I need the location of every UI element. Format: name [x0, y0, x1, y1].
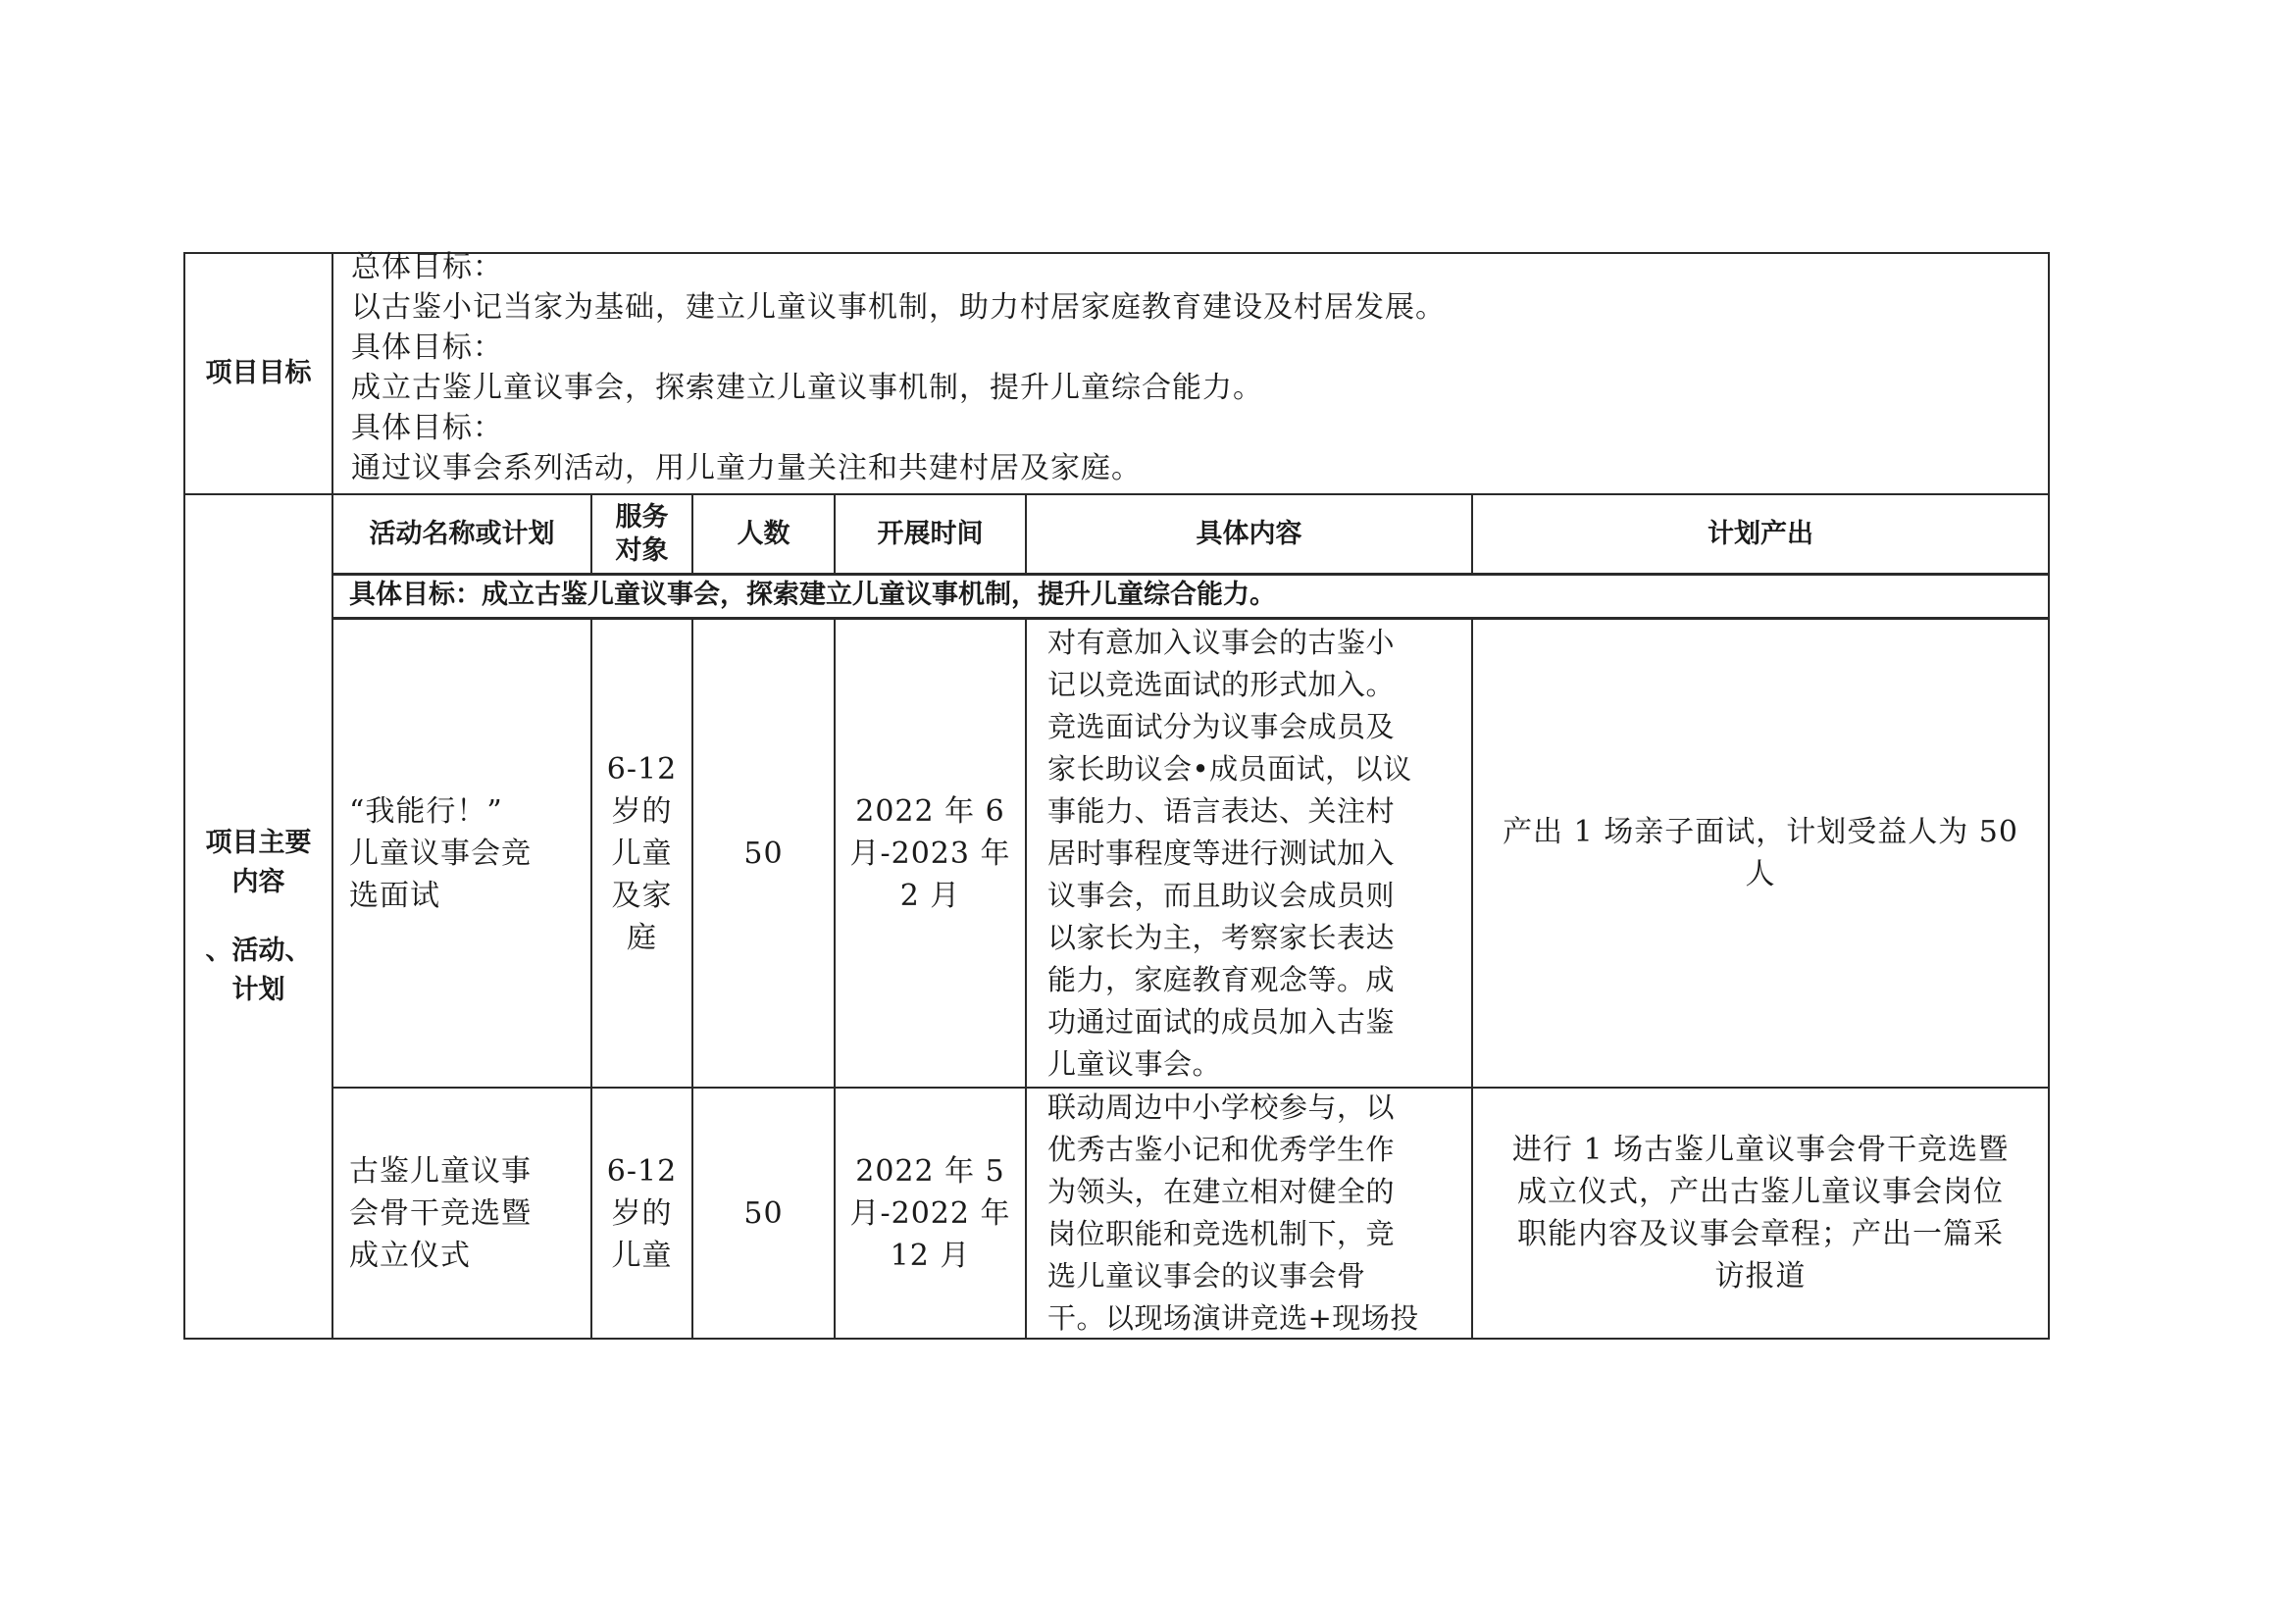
- row1-count: [693, 620, 834, 1087]
- row2-detail-line: 岗位职能和竞选机制下，竞: [1047, 1217, 1396, 1250]
- header-target: [592, 495, 691, 573]
- row1-count-text: 50: [743, 836, 784, 871]
- row2-count: [693, 1089, 834, 1338]
- row2-name: [349, 1089, 590, 1338]
- row2-target-line: 岁的: [611, 1195, 673, 1231]
- row1-detail-line: 能力，家庭教育观念等。成: [1047, 962, 1396, 996]
- goal-line: 具体目标：: [351, 411, 503, 445]
- header-detail: [1027, 495, 1471, 573]
- row2-output-line: 进行 1 场古鉴儿童议事会骨干竞选暨: [1511, 1133, 2010, 1167]
- row2-detail-line: 选儿童议事会的议事会骨: [1047, 1259, 1366, 1293]
- row1-detail-line: 议事会，而且助议会成员则: [1047, 878, 1396, 912]
- row1-detail-line: 竞选面试分为议事会成员及: [1047, 709, 1396, 743]
- header-name-text: 活动名称或计划: [369, 518, 555, 549]
- label-divider: [331, 252, 333, 1340]
- goal-line: 以古鉴小记当家为基础，建立儿童议事机制，助力村居家庭教育建设及村居发展。: [351, 290, 1446, 325]
- row1-detail-line: 儿童议事会。: [1047, 1046, 1222, 1081]
- row2-target-line: 儿童: [611, 1238, 673, 1273]
- row1-detail-line: 功通过面试的成员加入古鉴: [1047, 1004, 1396, 1039]
- row2-detail-line: 干。以现场演讲竞选+现场投: [1047, 1301, 1419, 1335]
- content-label-line: 项目主要: [205, 828, 312, 858]
- goal-label-text: 项目目标: [205, 358, 312, 388]
- goal-label: [185, 254, 331, 493]
- row2-name-line: 古鉴儿童议事: [349, 1153, 532, 1189]
- row1-target-line: 6-12: [606, 751, 678, 787]
- row1-time-line: 2022 年 6: [855, 793, 1005, 829]
- row1-name-line: 儿童议事会竞: [349, 836, 532, 871]
- row2-output: [1473, 1089, 2048, 1338]
- row2-detail-line: 优秀古鉴小记和优秀学生作: [1047, 1133, 1396, 1166]
- row1-detail-line: 居时事程度等进行测试加入: [1047, 836, 1396, 870]
- header-count: [693, 495, 834, 573]
- row2-name-line: 会骨干竞选暨: [349, 1195, 532, 1231]
- header-target-line: 服务: [615, 501, 669, 533]
- content-label-line: 、活动、: [205, 936, 312, 966]
- row1-target: [592, 620, 691, 1087]
- row1-output-line: 产出 1 场亲子面试，计划受益人为 50: [1503, 815, 2018, 849]
- row1-time: [836, 620, 1025, 1087]
- row1-time-line: 月-2023 年: [849, 836, 1011, 871]
- header-time: [836, 495, 1025, 573]
- row2-time-line: 月-2022 年: [849, 1195, 1011, 1231]
- row1-target-line: 儿童: [611, 836, 673, 871]
- row1-target-line: 庭: [627, 920, 657, 955]
- row2-time-line: 2022 年 5: [855, 1153, 1005, 1189]
- header-output: [1473, 495, 2048, 573]
- goal-line: 总体目标：: [351, 250, 503, 284]
- col-divider-4: [1025, 617, 1027, 1340]
- goal-line: 通过议事会系列活动，用儿童力量关注和共建村居及家庭。: [351, 451, 1142, 485]
- row1-detail-line: 记以竞选面试的形式加入。: [1047, 667, 1396, 701]
- row1-detail-line: 事能力、语言表达、关注村: [1047, 793, 1396, 828]
- row1-output-line: 人: [1745, 857, 1776, 891]
- row2-detail-line: 为领头，在建立相对健全的: [1047, 1175, 1396, 1208]
- row2-time: [836, 1089, 1025, 1338]
- goal-line: 具体目标：: [351, 330, 503, 365]
- goal-text-block: [351, 247, 2038, 488]
- row1-detail: [1047, 620, 1471, 1087]
- row2-output-line: 访报道: [1714, 1259, 1807, 1294]
- header-name: [333, 495, 590, 573]
- row1-target-line: 岁的: [611, 793, 673, 829]
- row1-detail-line: 家长助议会•成员面试，以议: [1047, 751, 1412, 786]
- row2-output-line: 职能内容及议事会章程；产出一篇采: [1516, 1217, 2004, 1251]
- content-label-line: 内容: [231, 867, 285, 897]
- content-label: [185, 824, 331, 1010]
- sub-goal-text: 具体目标：成立古鉴儿童议事会，探索建立儿童议事机制，提升儿童综合能力。: [349, 580, 1276, 610]
- row2-detail: [1047, 1087, 1471, 1338]
- row2-target-line: 6-12: [606, 1153, 678, 1189]
- row2-detail-line: 联动周边中小学校参与，以: [1047, 1091, 1396, 1124]
- row1-output: [1473, 620, 2048, 1087]
- row1-target-line: 及家: [611, 878, 673, 913]
- content-label-line: 计划: [231, 975, 285, 1005]
- sub-goal-row: [349, 576, 2036, 617]
- row2-time-line: 12 月: [890, 1238, 971, 1273]
- row1-time-line: 2 月: [899, 878, 961, 913]
- row2-target: [592, 1089, 691, 1338]
- row1-name: [349, 620, 590, 1087]
- row1-name-line: 选面试: [349, 878, 440, 913]
- header-output-text: 计划产出: [1708, 518, 1813, 549]
- row1-name-line: “我能行！”: [349, 793, 503, 829]
- row1-detail-line: 对有意加入议事会的古鉴小: [1047, 625, 1396, 659]
- row2-count-text: 50: [743, 1195, 784, 1231]
- header-count-text: 人数: [737, 518, 790, 549]
- border-right: [2048, 252, 2050, 1340]
- header-time-text: 开展时间: [877, 518, 984, 549]
- header-target-line: 对象: [615, 534, 669, 566]
- row2-output-line: 成立仪式，产出古鉴儿童议事会岗位: [1516, 1175, 2004, 1209]
- goal-line: 成立古鉴儿童议事会，探索建立儿童议事机制，提升儿童综合能力。: [351, 371, 1263, 405]
- header-detail-text: 具体内容: [1196, 518, 1302, 549]
- row2-name-line: 成立仪式: [349, 1238, 471, 1273]
- row1-detail-line: 以家长为主，考察家长表达: [1047, 920, 1396, 954]
